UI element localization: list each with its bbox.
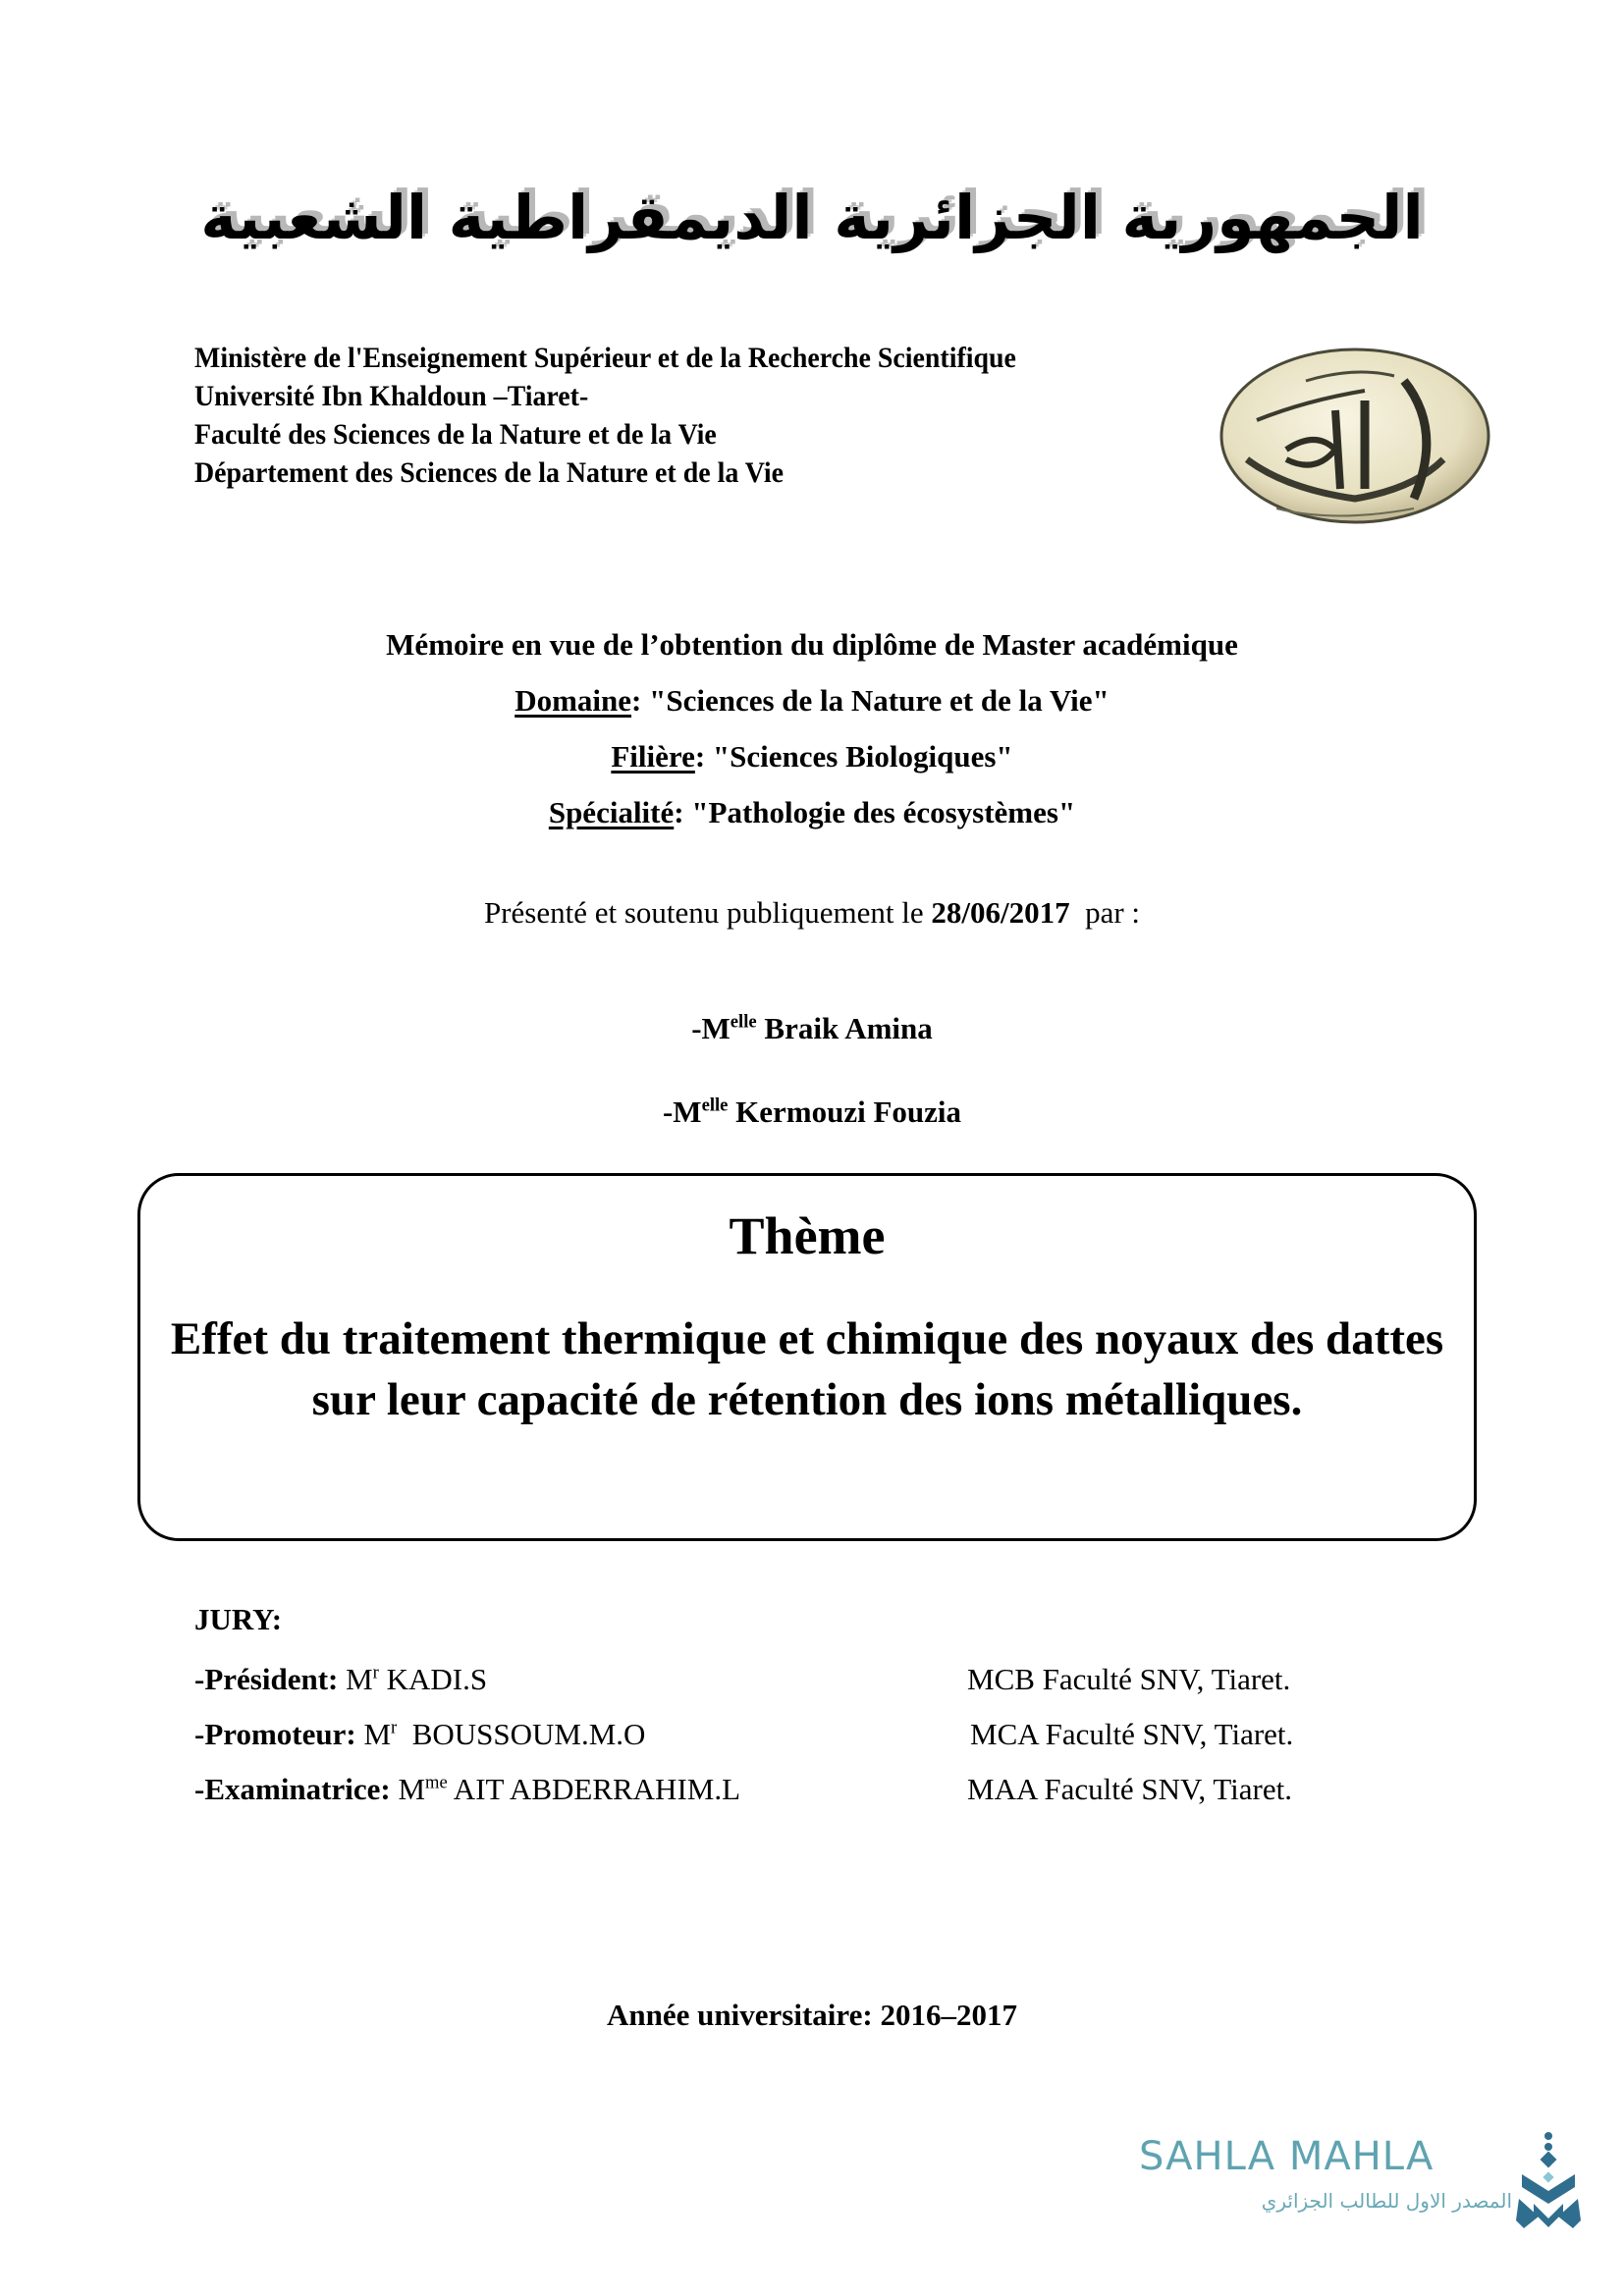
presentation-suffix: par : [1069,895,1141,930]
filiere-line [0,728,1624,784]
jury-role: -Promoteur: [194,1717,356,1751]
jury-title-sup: r [391,1717,398,1738]
jury-affiliation: MAA Faculté SNV, Tiaret. [967,1772,1292,1806]
jury-name: KADI.S [378,1662,488,1696]
watermark-brand: SAHLA MAHLA [1139,2134,1435,2179]
jury-title-sup: me [425,1772,448,1793]
institution-block [194,339,1016,492]
jury-name: BOUSSOUM.M.O [397,1717,646,1751]
ministry-line: Ministère de l'Enseignement Supérieur et de la Recherche Scientifique [194,342,1016,374]
academic-year: Année universitaire: 2016–2017 [607,1998,1017,2032]
memoire-title: Mémoire en vue de l’obtention du diplôme de Master académique [386,627,1238,662]
student-prefix: -M [662,1095,702,1129]
domaine-line [0,672,1624,728]
specialite-label: Spécialité [548,795,675,829]
jury-role: -Examinatrice: [194,1772,391,1806]
jury-title: M [390,1772,426,1806]
theme-text: Effet du traitement thermique et chimique des noyaux des dattes sur leur capacité de rétention des ions métalliques. [170,1313,1444,1425]
student-title-sup: elle [701,1095,729,1116]
jury-affiliation: MCA Faculté SNV, Tiaret. [970,1717,1294,1751]
sahla-mahla-watermark [1139,2130,1571,2238]
department-line: Département des Sciences de la Nature et de la Vie [194,456,784,489]
filiere-label: Filière [611,739,695,774]
jury-member-president [194,1662,487,1697]
memoire-block [0,616,1624,840]
student-prefix: -M [691,1011,731,1045]
theme-heading: Thème [729,1206,886,1265]
faculty-line: Faculté des Sciences de la Nature et de la Vie [194,418,717,451]
specialite-value: : "Pathologie des écosystèmes" [674,795,1076,829]
jury-role: -Président: [194,1662,339,1696]
arabic-republic-title: الجمهورية الجزائرية الديمقراطية الشعبية [200,182,1424,253]
student-title-sup: elle [730,1011,757,1033]
filiere-value: : "Sciences Biologiques" [694,739,1013,774]
jury-member-examinatrice [194,1772,740,1807]
jury-title: M [338,1662,373,1696]
student-name: Braik Amina [756,1011,933,1045]
student-name: Kermouzi Fouzia [728,1095,962,1129]
watermark-tagline: المصدر الاول للطالب الجزائري [1261,2189,1512,2213]
domaine-value: : "Sciences de la Nature et de la Vie" [631,683,1110,718]
jury-title-sup: r [372,1662,379,1683]
student-2 [0,1095,1624,1130]
university-line: Université Ibn Khaldoun –Tiaret- [194,380,589,412]
presentation-line [0,895,1624,931]
jury-member-promoteur [194,1717,645,1752]
presentation-date: 28/06/2017 [931,895,1070,930]
jury-title: M [355,1717,392,1751]
specialite-line [0,784,1624,840]
domaine-label: Domaine [514,683,632,718]
university-seal-icon [1218,342,1492,528]
jury-affiliation: MCB Faculté SNV, Tiaret. [967,1662,1291,1696]
jury-name: AIT ABDERRAHIM.L [447,1772,741,1806]
jury-label: JURY: [194,1602,283,1636]
presentation-prefix: Présenté et soutenu publiquement le [483,895,932,930]
theme-box [137,1173,1477,1541]
university-logo [1218,342,1492,528]
student-1 [0,1011,1624,1046]
sahla-mahla-logo-icon [1514,2130,1583,2238]
